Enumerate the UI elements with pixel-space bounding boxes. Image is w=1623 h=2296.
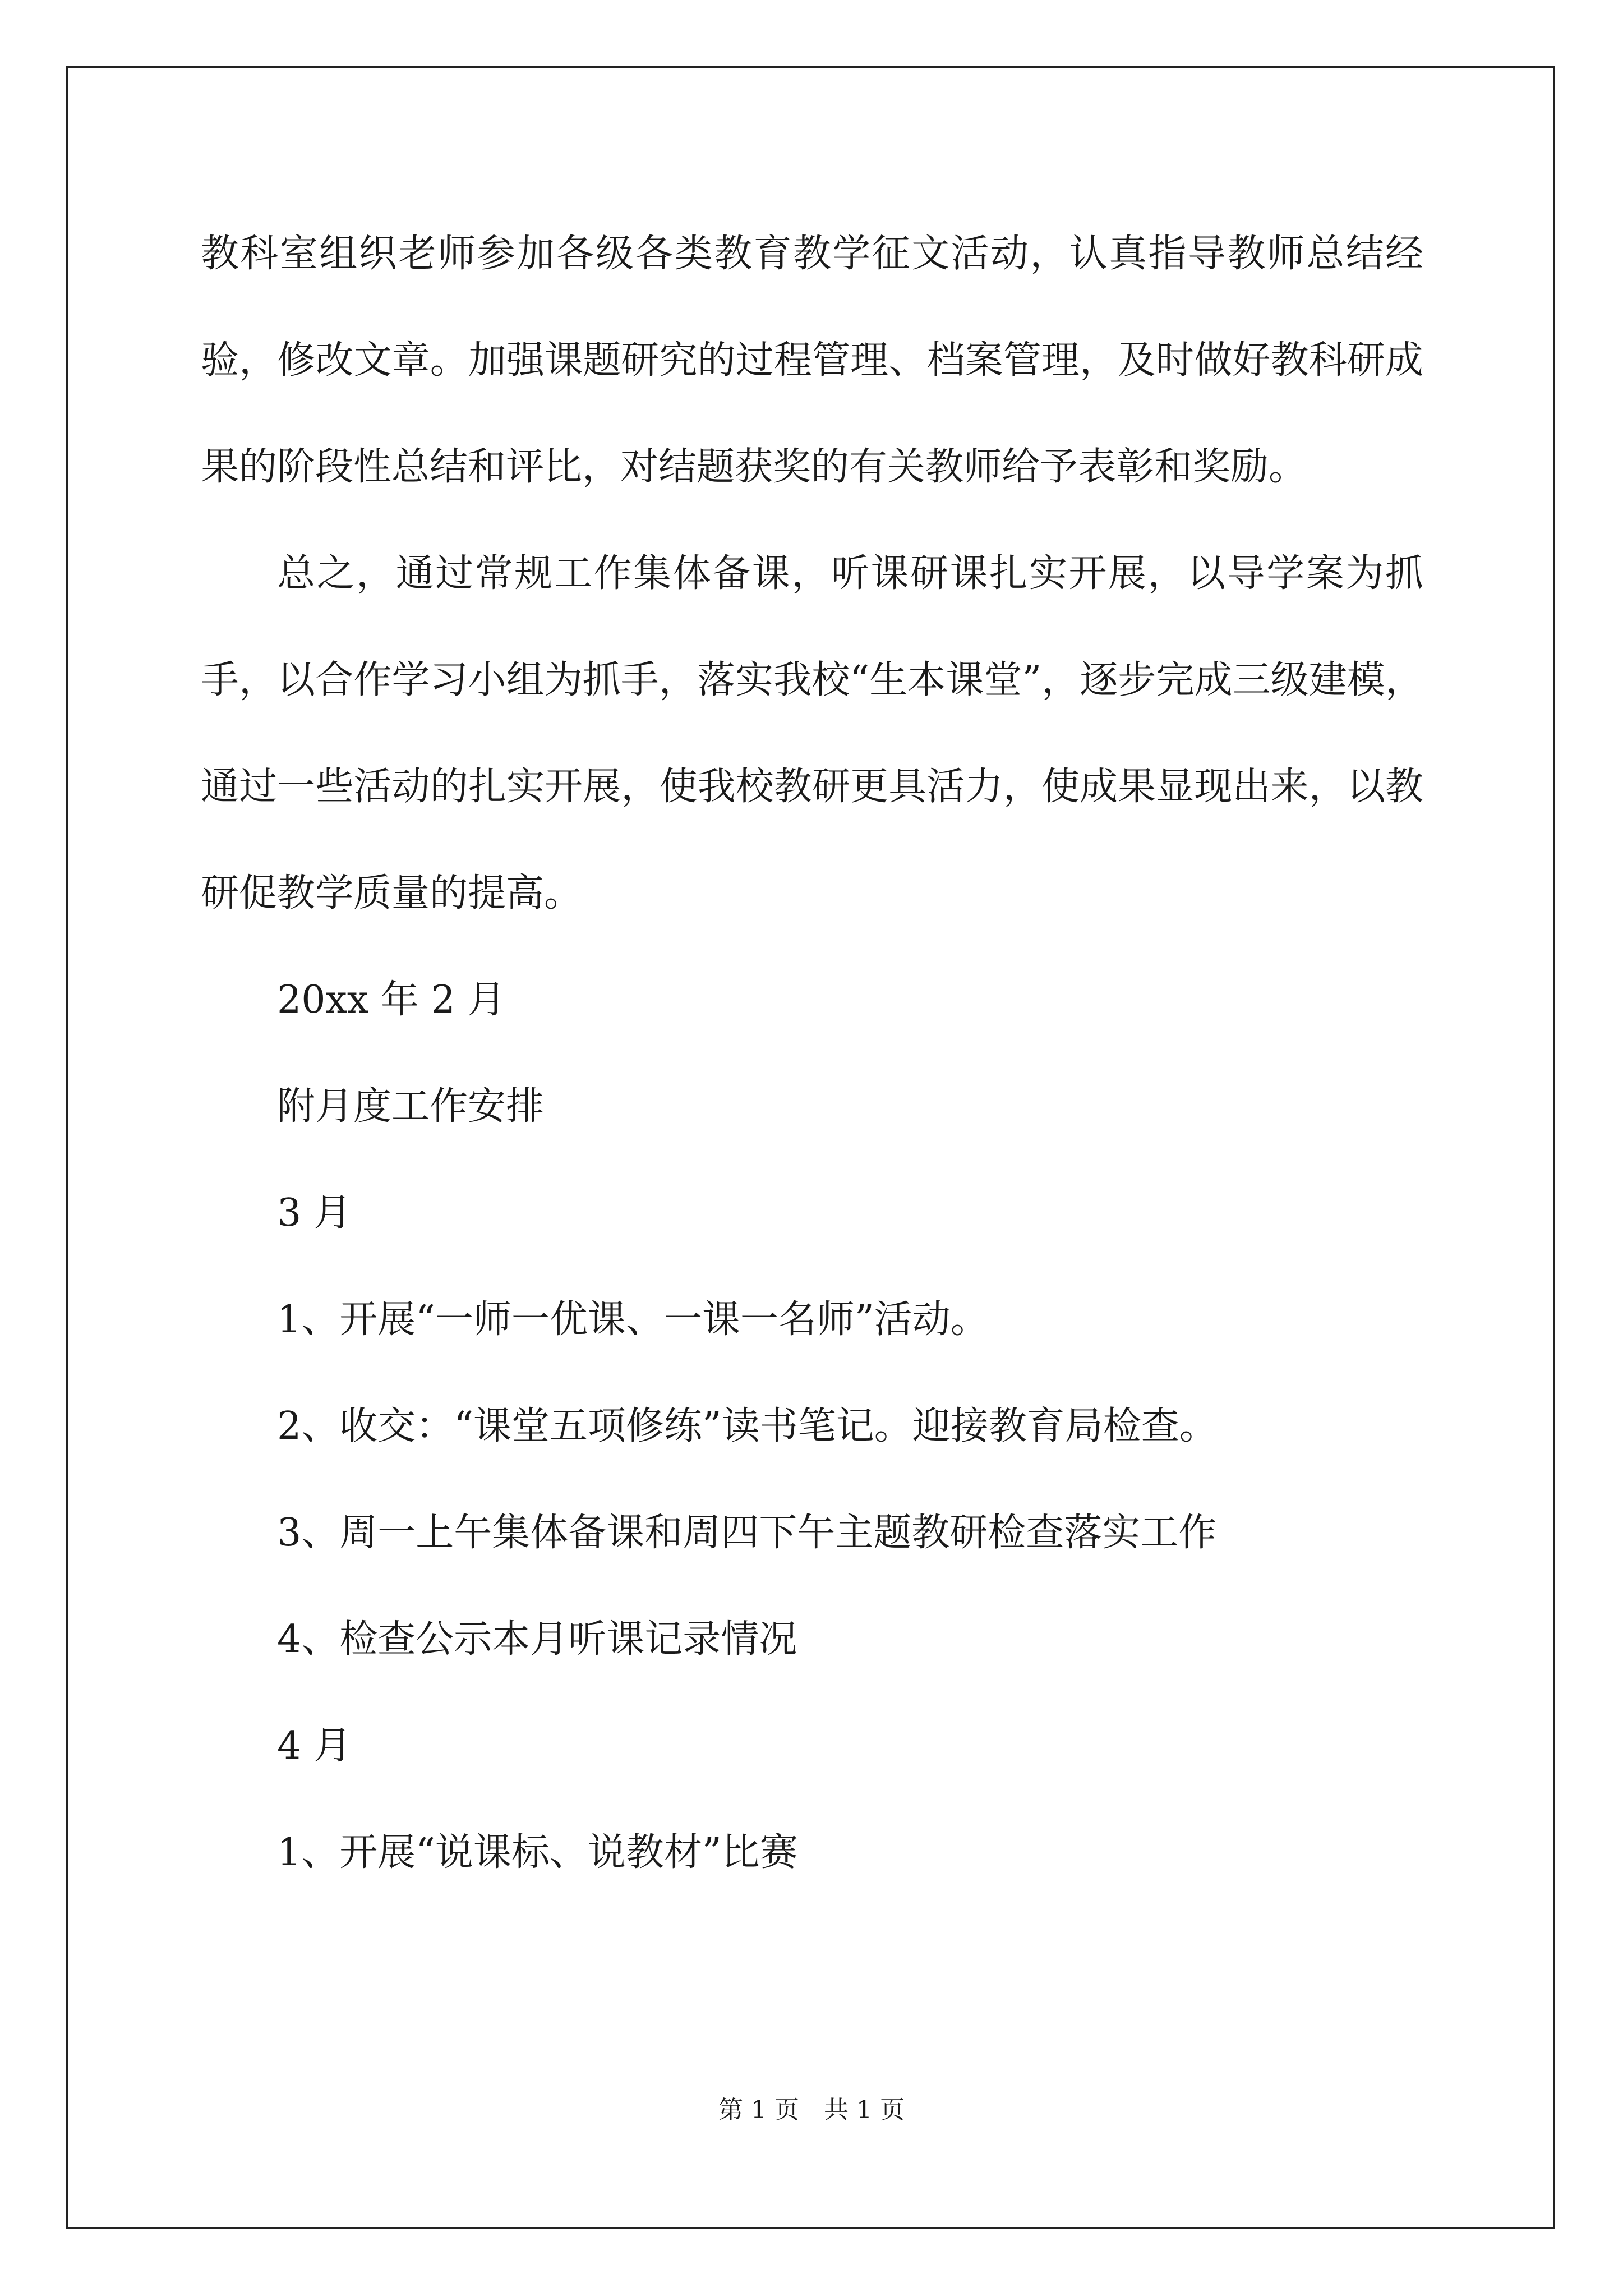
date-line: 20xx 年 2 月 <box>277 978 506 1022</box>
page-total: 共 1 页 <box>824 2096 905 2124</box>
appendix-heading: 附月度工作安排 <box>277 1084 545 1129</box>
document-body <box>201 201 1423 1906</box>
paragraph-research-essays: 教科室组织老师参加各级各类教育教学征文活动，认真指导教师总结经验，修改文章。加强课题研究的过程管理、档案管理，及时做好教科研成果的阶段性总结和评比，对结题获奖的有关教师给予表彰和奖励。 <box>201 232 1423 489</box>
month-heading-april: 4 月 <box>277 1724 352 1768</box>
list-item: 4、检查公示本月听课记录情况 <box>277 1617 797 1662</box>
list-item: 2、收交：“课堂五项修练”读书笔记。迎接教育局检查。 <box>277 1404 1218 1448</box>
list-item: 3、周一上午集体备课和周四下午主题教研检查落实工作 <box>277 1511 1217 1555</box>
month-heading-march: 3 月 <box>277 1191 352 1235</box>
paragraph-summary: 总之，通过常规工作集体备课，听课研课扎实开展，以导学案为抓手，以合作学习小组为抓手，落实我校“生本课堂”，逐步完成三级建模，通过一些活动的扎实开展，使我校教研更具活力，使成果显现出来，以教研促教学质量的提高。 <box>201 551 1423 915</box>
list-item: 1、开展“一师一优课、一课一名师”活动。 <box>277 1297 989 1342</box>
page-number: 第 1 页 <box>718 2096 799 2124</box>
page-footer <box>0 2090 1623 2125</box>
list-item: 1、开展“说课标、说教材”比赛 <box>277 1830 798 1875</box>
